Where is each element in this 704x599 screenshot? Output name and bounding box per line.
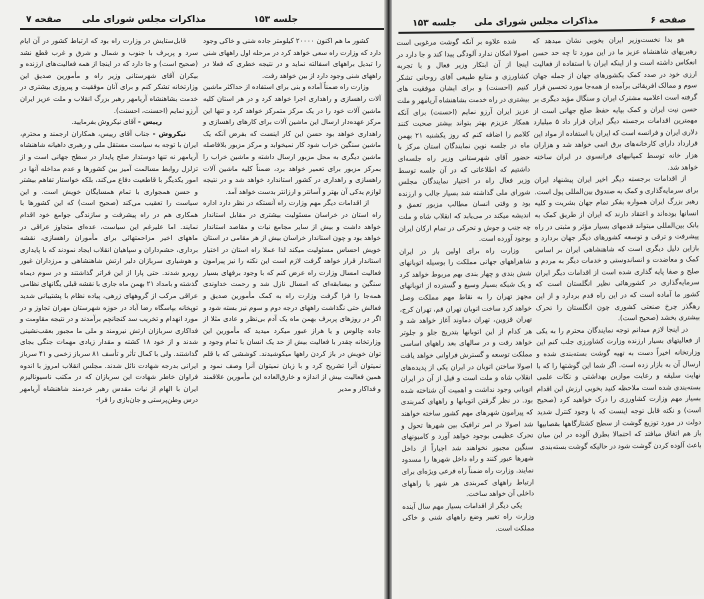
paragraph: [536, 324, 702, 454]
page-number: صفحه ۷: [26, 15, 62, 25]
paragraph-text: آقای نیکروش بفرمایید.: [71, 118, 136, 127]
session-number: جلسه ۱۵۳: [253, 15, 298, 25]
paragraph-text: جناب آقای رییس، همکاران ارجمند و محترم، ایران با توجه به سیاست مستقل ملی و رهبری داهیانه شاهنشاه آریامهر نه تنها دوستدار صلح پایدار در سطح جهانی است و از تزلزل روابط مسالمت آمیز بین کشورها و عدم مداخله آنها در امور یکدیگر با قاطعیت دفاع می‌کند، بلکه خواستار تفاهم بیشتر و حسن همجواری با تمام همسایگان خویش است. و این سیاست را تعقیب می‌کند (صحیح است) که این کشورها با همکاری هم در راه پیشرفت و سازندگی جوامع خود اقدام نمایند. اما علیرغم این سیاست، عده‌ای متجاوز عراقی در ماههای اخیر مزاحمتهائی برای مأموران راهسازی، نقشه برداری، حشم‌داران و سپاهیان انقلاب ایجاد نمودند که با پایداری و هوشیاری سربازان دلیر ارتش شاهنشاهی و مرزداران غیور روبرو شدند. حتی پارا از این فراتر گذاشتند و در سوم دیماه گذشته و بامداد ۲۱ بهمن ماه جاری با نقشه قبلی یگانهای نظامی عراقی مرکب از گروههای زرهی، پیاده نظام با پشتیبانی شدید توپخانه بپاسگاه رضا آباد در حوزه شهرستان مهران تجاوز و در مورد انهدام و تخریب سد کنجانچم برآمدند و در نتیجه مقاومت و فداکاری سربازان ارتش نیرومند و ملی ما مجبور بعقب‌نشینی شدند و از خود ۱۸ کشته و مقدار زیادی مهمات جنگی بجای گذاشتند. ولی با کمال تأثر و تأسف ۸۱ سرباز زخمی و ۴۱ سرباز ایرانی بدرجه شهادت نائل شدند. مجلس انقلاب امروز با اندوه فراوان خاطر شهادت این سربازان که در مکتب ناسیونالیزم ایران با الهام از نیات مقدس رهبر خردمند شاهنشاه آریامهر درس وطن‌پرستی و جان‌بازی را فرا-: [20, 129, 199, 405]
speaker-name: نیکروش -: [149, 129, 186, 138]
paragraph: [396, 36, 531, 246]
paragraph-text: وزارت راه ضمناً آماده و بنی برای استفاده از حداکثر ماشین آلات راهسازی و راهداری اجرا خواهد کرد و در هر استان کلیه ماشین آلات خود را در یک مرکز متمرکز خواهد کرد و تنها این مرکز عهده‌دار ارسال این ماشین آلات برای کارهای راهسازی و راهداری خواهد بود حسن این کار اینست که بفرض آنکه یک ماشین سنگین خراب شود کار نمیخوابد و مرکز مزبور بلافاصله ماشین دیگری به محل مزبور ارسال داشته و ماشین خراب را بمرکز مزبور برای تعمیر خواهد برد، ضمناً کلیه ماشین آلات راهسازی و راهداری در کشور استاندارد خواهد شد و در نتیجه لوازم یدکی آن بهتر و آسانتر و ارزانتر بدست خواهد آمد.: [203, 83, 381, 196]
paragraph: [402, 500, 534, 536]
paragraph: [203, 198, 381, 395]
paragraph: [20, 129, 198, 407]
paragraph: [20, 36, 198, 117]
speaker-line: [20, 117, 198, 129]
text-column: [20, 36, 198, 407]
paragraph-text: شده علاوه بر آنکه گوشت مرغوبی است اصولا امکان ندارد آلودگی پیدا کند و جا دارد در اینجا از آن ابتکار وزیر فعال و با تجربه کشاورزی و منابع طبیعی آقای روحانی تشکر کنیم (احسنت) و برای ایشان موفقیت های بیشتری در راه خدمت بشاهنشاه آریامهر و ملت عزیز ایران آرزو نمایم (احسنت) برای آنکه همکار عزیزم بهتر بتواند بیشتر صحبت کنند کلامم را اضافه کنم که روز یکشنبه ۲۱ بهمن ماه در جلسه نوین نمایندگان استان مرکز با حضور آقای شهرستانی وزیر راه جلسه‌ای داشتیم که اطلاعاتی که در آن جلسه توسط وزیر فعال راه در اختیار نمایندگان مجلس شورای ملی گذاشته شد بسیار جالب و ارزنده بود و وقتی انسان مطالب مزبور تعمق و اندیشه میکند در می‌یابد که انقلاب شاه و ملت چه جنب و جوش و تحرکی در تمام ارکان ایران بوجود آورده است.: [396, 37, 531, 244]
text-column: [203, 36, 381, 395]
text-column: [396, 36, 534, 536]
paragraph-text: قابل‌ستایش در وزارت راه بود که ارتباط کشور در آن ایام سرد و پربرف با جنوب و شمال و شرق و غرب قطع نشد (صحیح است) و جا دارد که در اینجا از همه فعالیت‌های ارزنده و بیکران آقای شهرستانی وزیر راه و مأمورین صدیق این وزارتخانه تشکر کنم و برای آنان موفقیت و پیروزی بیشتری در خدمت بشاهنشاه آریامهر رهبر بزرگ انقلاب و ملت عزیز ایران آرزو نمایم (احسنت، احسنت).: [20, 37, 198, 115]
session-number: جلسه ۱۵۳: [412, 18, 457, 29]
speaker-name: رییس -: [135, 118, 162, 127]
paragraph: [532, 34, 698, 175]
text-column: [532, 34, 701, 453]
paragraph-text: در اینجا لازم میدانم توجه نمایندگان محترم را به یکی از فعالیتهای بسیار ارزنده وزارت کشاورزی جلب کنم این وزارتخانه اخیراً دست به تهیه گوشت بسته‌بندی شده و ارسال آن به بازار زده است. اگر شما این گوشتها را که با نهایت سلیقه و رعایت موازین بهداشتی و نکات علمی بسته‌بندی شده است ملاحظه کنید بخوبی ارزش این اقدام بسیار مهم وزارت کشاورزی را درک خواهید کرد (صحیح است) و نکته قابل توجه اینست که با وجود کنترل شدید دولت در مورد توزیع گوشت از سطح کشتارگاهها بقصابیها باز هم اتفاق میافتد که احتمالا بطرق آلوده در این میان باعث آلوده کردن گوشت شود در حالیکه گوشت بسته‌بندی: [536, 325, 702, 452]
paragraph-text: وزارت راه برای اولین بار در ایران شاهراههای جهانی مملکت را بوسیله اتوبانهای شش بندی و چهار بندی بهم مربوط خواهد کرد و یک شبکه بسیار وسیع و گسترده از اتوبانهای مجهز تهران را به نقاط مهم مملکت وصل خواهد کرد ساخت اتوبان تهران قم، تهران کرج، تهران قزوین، تهران دماوند آغاز خواهد شد و هر کدام از این اتوبانها بتدریج جلو و جلوتر خواهد رفت و در سالهای بعد راههای اساسی مملکت توسعه و گسترش فراوانی خواهد یافت اصولا ساختن اتوبان در ایران یکی از پدیده‌های انقلاب شاه و ملت است و قبل از آن در ایران اتوبانی وجود نداشت و اهمیت آن شناخته شده بود. در نظر گرفتن اتوبانها و راههای کمربندی که پیرامون شهرهای مهم کشور ساخته خواهند شد اصولا در امر ترافیک بین شهرها تحول و تحرک عظیمی بوجود خواهد آورد و کامیونهای سنگین مجبور نخواهند شد اجباراً از داخل شهرها عبور کنند و راه داخل شهرها را مسدود نمایند. وزارت راه ضمناً راه فرعی ویژه‌ای برای ارتباط راههای کمربندی هر شهر با راههای داخلی آن خواهد ساخت.: [399, 246, 535, 499]
publication-title: مذاکرات مجلس شورای ملی: [474, 16, 599, 28]
page-header: [20, 12, 384, 30]
book-spine: [384, 0, 392, 599]
paragraph-text: یکی دیگر از اقدامات بسیار مهم سال آینده وزارت راه تغییر وضع راههای شنی و خاکی مملکت است.: [402, 501, 535, 533]
paragraph-text: هو بدا نخست‌وزیر ایران بخوبی نشان میدهد که رهبریهای شاهنشاه عزیز ما در این مورد تا چه حد حسن انعکاس داشته است و از اینکه ایران با استفاده از فعالیت ارزی خود در صدد کمک بکشورهای جهان از جمله جهان سوم و ممالک افریقائی برآمده از همه‌جا مورد تحسین قرار گرفته است اعلامیه مشترک ایران و سنگال مؤید دیگری بر حسن نیت ایران و کمک بپایه حفظ صلح جهانی است از مهمترین اقدامات برجسته دیگر ایران قرار داد ۵ میلیارد دلاری ایران و فرانسه است که ایران با استفاده از مواد این قرارداد دارای کارخانه‌های برق اتمی خواهد شد و هزاران هزار خانه توسط کمپانیهای فرانسوی در ایران ساخته خواهد شد.: [532, 35, 699, 172]
paragraph-text: از اقدامات دیگر مهم وزارت راه آنستکه در نظر دارد اداره راه استان در خراسان مسئولیت بیشتری در مقابل استاندار خواهد داشت و بیش از سایر مجامع نیات و مقاصد استاندار خواهد بود و چون استاندار خراسان بیش از هر مقامی در استان خویش احساس مسئولیت میکند لذا عملا راه استان در اختیار استاندار قرار خواهد گرفت لازم است این نکته را نیز پیرامون فعالیت امسال وزارت راه عرض کنم که با وجود برفهای بسیار سنگین و بیسابقه‌ای که امسال نازل شد و رحمت خداوندی همه‌جا را فرا گرفت وزارت راه به کمک مأمورین صدیق و فعالش حتی نگذاشت راههای درجه دوم و سوم نیز بسته شود و اگر در روزهای پربرف بهمن ماه یک آدم بی‌نظر و عادی مثلا از جاده چالوس و یا هراز عبور میکرد میدید که مأمورین این وزارتخانه چقدر با فعالیت بیش از حد یک انسان با تمام وجود و توان خویش در باز کردن راهها میکوشیدند. کوششی که با قلم نمیتوان آنرا تشریح کرد و با زبان نمیتوان آنرا وصف نمود و همین فعالیت بیش از اندازه و خارق‌العاده این مأمورین علاقمند و فداکار و مدیر: [203, 199, 381, 393]
paragraph-text: از اقدامات برجسته دیگر اخیر ایران پیشنهاد ایران برای سرمایه‌گذاری و کمک به صندوق بین‌المللی پول است. رهبر بزرگ ایران همواره بفکر تمام جهان بشریت و کلیه انسانها بوده‌اند و اعتقاد دارند که ایران از طریق کمک به بانک بین‌المللی میتواند قدمهای بسیار مؤثر و مثبتی در راه پیشرفت و ترقی و توسعه کشورهای دیگر جهان بردارد و بازاین دلیل دیگری است که شاهنشاهی ایران بر اساس کمک و معاضدت و انساندوستی و خدمات دیگر به مردم و صلح و صفا پایه گذاری شده است از اقدامات دیگر ایران سرمایه‌گذاری در کشورهائی نظیر انگلستان است که کشور ما آماده است که در این راه قدم بردارد و از این رهگذر چرخ صنعتی کشوری چون انگلستان را تحرک بیشتری بخشد (صحیح است).: [534, 174, 700, 323]
publication-title: مذاکرات مجلس شورای ملی: [81, 15, 206, 25]
paragraph: [203, 82, 381, 198]
right-page: [392, 0, 704, 599]
paragraph-text: کشور ما هم اکنون ۲۰۰۰۰ کیلومتر جاده شنی و خاکی وجود دارد که وزارت راه سعی خواهد کرد در مرحله اول راههای شنی را تبدیل براههای اسفالته نماید و در نتیجه خطری که فعلا در راههای شنی وجود دارد از بین خواهد رفت.: [203, 37, 381, 80]
paragraph: [534, 173, 700, 326]
page-number: صفحه ۶: [650, 15, 687, 26]
paragraph: [203, 36, 381, 82]
page-header: [398, 12, 694, 34]
paragraph: [399, 245, 534, 502]
